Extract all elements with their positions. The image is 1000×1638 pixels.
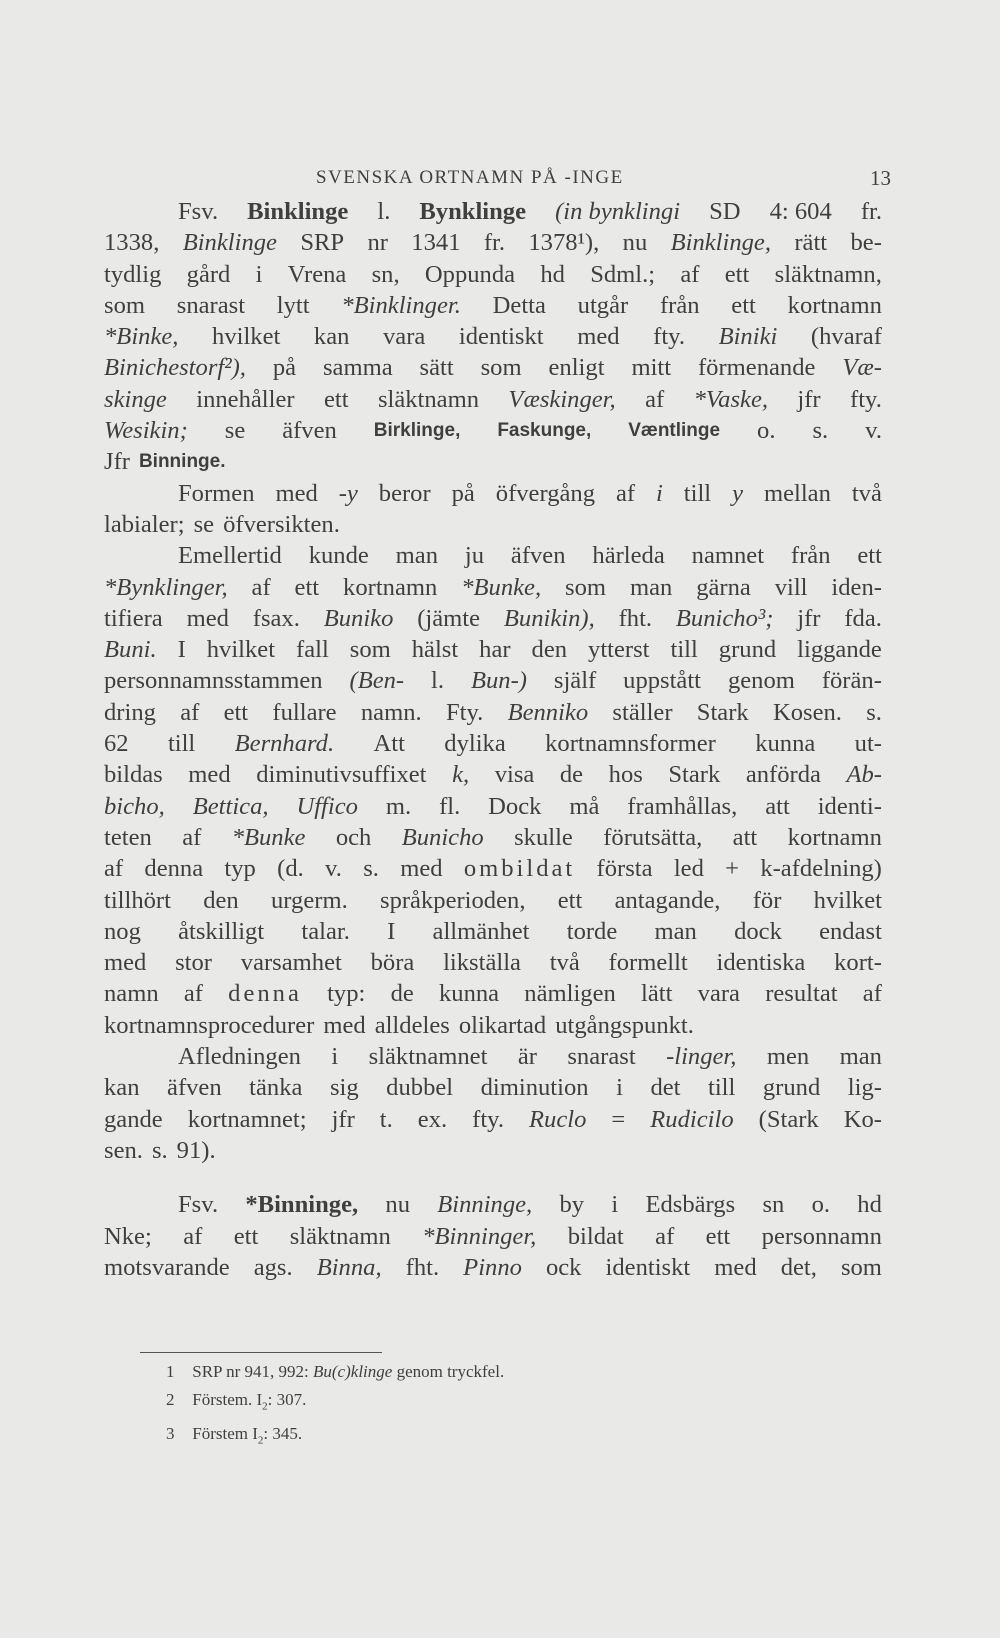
text-line: Jfr Binninge. xyxy=(104,448,226,476)
text-line: sen. s. 91). xyxy=(104,1136,216,1164)
text-line: personnamnsstammen (Ben- l. Bun-) själf uppstått genom förän- xyxy=(104,667,882,695)
text-line: skinge innehåller ett släktnamn Væskinger, af *Vaske, jfr fty. xyxy=(104,385,882,413)
footnote: 3 Förstem $I_2$: 345. xyxy=(166,1424,303,1447)
footnote-rule xyxy=(140,1352,382,1353)
page-number: 13 xyxy=(870,166,891,190)
text-line: Formen med -y beror på öfvergång af i till y mellan två xyxy=(178,479,882,507)
body-text xyxy=(104,196,882,1283)
text-line: teten af *Bunke och Bunicho skulle förutsätta, att kortnamn xyxy=(104,823,882,851)
text-line: tillhört den urgerm. språkperioden, ett antagande, för hvilket xyxy=(104,886,882,914)
text-line: Emellertid kunde man ju äfven härleda namnet från ett xyxy=(178,542,882,570)
text-line: af denna typ (d. v. s. med ombildat första led + k-afdelning) xyxy=(104,855,882,883)
text-line: bicho, Bettica, Uffico m. fl. Dock må framhållas, att identi- xyxy=(104,792,882,820)
text-line: tydlig gård i Vrena sn, Oppunda hd Sdml.; af ett släktnamn, xyxy=(104,260,882,288)
text-line: dring af ett fullare namn. Fty. Benniko ställer Stark Kosen. s. xyxy=(104,698,882,726)
text-line: som snarast lytt *Binklinger. Detta utgår från ett kortnamn xyxy=(104,291,882,319)
text-line: Wesikin; se äfven Birklinge, Faskunge, Væntlinge o. s. v. xyxy=(104,417,882,445)
text-line: kan äfven tänka sig dubbel diminution i det till grund lig- xyxy=(104,1074,882,1102)
text-line: Binichestorf²), på samma sätt som enligt mitt förmenande Væ- xyxy=(104,354,882,382)
text-line: labialer; se öfversikten. xyxy=(104,510,340,538)
running-head: SVENSKA ORTNAMN PÅ -INGE xyxy=(316,167,624,188)
text-line: *Bynklinger, af ett kortnamn *Bunke, som man gärna vill iden- xyxy=(104,573,882,601)
text-line: Fsv. Binklinge l. Bynklinge (in bynklingi SD 4: 604 fr. xyxy=(178,198,882,225)
text-line: kortnamnsprocedurer med alldeles olikartad utgångspunkt. xyxy=(104,1011,694,1039)
text-line: nog åtskilligt talar. I allmänhet torde man dock endast xyxy=(104,917,882,945)
text-line: tifiera med fsax. Buniko (jämte Bunikin), fht. Bunicho³; jfr fda. xyxy=(104,604,882,632)
text-line: Afledningen i släktnamnet är snarast -linger, men man xyxy=(178,1043,882,1071)
text-line: med stor varsamhet böra likställa två formellt identiska kort- xyxy=(104,949,882,977)
text-line: Buni. I hvilket fall som hälst har den ytterst till grund liggande xyxy=(104,636,882,664)
text-line: bildas med diminutivsuffixet k, visa de hos Stark anförda Ab- xyxy=(104,761,882,789)
footnote: 1 SRP nr 941, 992: Bu(c)klinge genom tryckfel. xyxy=(166,1362,505,1381)
text-line: 1338, Binklinge SRP nr 1341 fr. 1378¹), nu Binklinge, rätt be- xyxy=(104,229,882,257)
text-line: Fsv. *Binninge, nu Binninge, by i Edsbärgs sn o. hd xyxy=(178,1191,882,1219)
footnotes xyxy=(166,1358,504,1455)
text-line: 62 till Bernhard. Att dylika kortnamnsformer kunna ut- xyxy=(104,730,882,758)
text-line: *Binke, hvilket kan vara identiskt med fty. Biniki (hvaraf xyxy=(104,323,882,351)
text-line: motsvarande ags. Binna, fht. Pinno ock identiskt med det, som xyxy=(104,1253,882,1281)
text-line: gande kortnamnet; jfr t. ex. fty. Ruclo = Rudicilo (Stark Ko- xyxy=(104,1105,882,1133)
footnote: 2 Förstem. $I_2$: 307. xyxy=(166,1390,307,1413)
text-line: namn af denna typ: de kunna nämligen lätt vara resultat af xyxy=(104,980,882,1008)
paragraph-gap xyxy=(104,1166,882,1189)
text-line: Nke; af ett släktnamn *Binninger, bildat af ett personnamn xyxy=(104,1222,882,1250)
